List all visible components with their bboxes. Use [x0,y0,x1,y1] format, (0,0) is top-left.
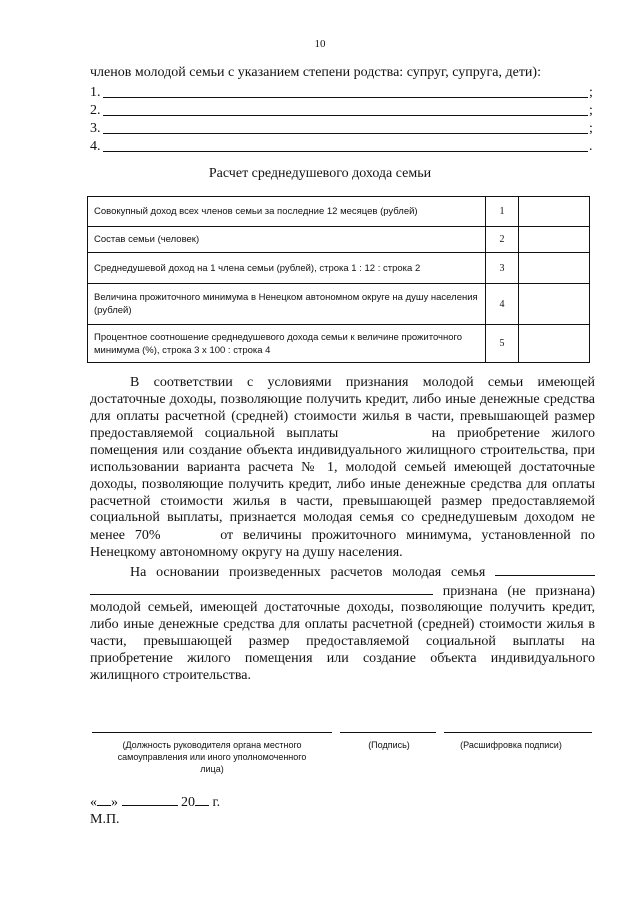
paragraph-text: на приобретение жилого помещения или создание объекта индивидуального жилищного строительства, при использовании варианта расчета № 1, молодой семьей имеющей достаточные доходы, позволяющие получить кредит, либо иные денежные средства для оплаты расчетной стоимости жилья в части, превышающей размер предоставляемой социальной выплаты, признается молодая семья со среднедушевым доходом не менее 70% [90,426,596,544]
date-year: 20 [181,795,195,810]
row-value-cell[interactable] [519,197,590,227]
date-line [90,793,220,811]
signature-line[interactable] [340,732,436,733]
page-number: 10 [314,38,326,50]
member-number: 1. [90,85,101,100]
member-number: 3. [90,121,101,136]
row-label: Среднедушевой доход на 1 члена семьи (рублей), строка 1 : 12 : строка 2 [88,253,486,284]
table-row [88,197,590,227]
date-close-quote: » [111,795,118,810]
table-row [88,284,590,325]
family-name-blank-2[interactable] [90,582,433,595]
paragraph-text: от величины прожиточного минимума, установленной по Ненецкому автономному округу на душу населения. [90,528,596,560]
position-caption: (Должность руководителя органа местного самоуправления или иного уполномоченного лица) [117,740,307,774]
member-end: ; [589,85,593,100]
member-fill-line[interactable] [103,132,589,134]
row-number: 4 [486,284,519,325]
members-list [90,83,595,155]
row-number: 1 [486,197,519,227]
row-number: 2 [486,227,519,253]
member-end: . [589,139,593,154]
year-blank[interactable] [195,793,209,806]
row-label: Процентное соотношение среднедушевого дохода семьи к величине прожиточного минимума (%), строка 3 х 100 : строка 4 [88,325,486,363]
table-row [88,227,590,253]
row-value-cell[interactable] [519,253,590,284]
signature-caption: (Подпись) [368,740,410,750]
section-title: Расчет среднедушевого дохода семьи [208,166,432,181]
day-blank[interactable] [97,793,111,806]
member-row [90,101,595,119]
paragraph-conclusion [90,563,595,685]
member-number: 2. [90,103,101,118]
body-text [90,375,595,684]
family-name-blank[interactable] [495,563,595,576]
paragraph-conditions [90,375,595,562]
member-end: ; [589,103,593,118]
row-label: Состав семьи (человек) [88,227,486,253]
member-number: 4. [90,139,101,154]
row-value-cell[interactable] [519,284,590,325]
signature-lines [92,732,592,733]
row-number: 3 [486,253,519,284]
position-line[interactable] [92,732,332,733]
month-blank[interactable] [122,793,178,806]
fill-blank[interactable] [170,527,210,539]
intro-line: членов молодой семьи с указанием степени родства: супруг, супруга, дети): [90,65,541,80]
member-row [90,119,595,137]
decoding-line[interactable] [444,732,592,733]
date-open-quote: « [90,795,97,810]
member-fill-line[interactable] [103,96,589,98]
row-value-cell[interactable] [519,227,590,253]
member-row [90,137,595,155]
member-fill-line[interactable] [103,150,589,152]
decoding-caption: (Расшифровка подписи) [460,740,562,750]
stamp-place: М.П. [90,812,120,827]
paragraph-text: В соответствии с условиями признания молодой семьи имеющей достаточные доходы, позволяющие получить кредит, либо иные денежные средства для оплаты расчетной (средней) стоимости жилья в части, превышающей размер предоставляемой социальной выплаты [90,375,595,442]
row-label: Величина прожиточного минимума в Ненецком автономном округе на душу населения (рублей) [88,284,486,325]
table-row [88,253,590,284]
date-suffix: г. [212,795,221,810]
row-label: Совокупный доход всех членов семьи за последние 12 месяцев (рублей) [88,197,486,227]
income-calculation-table [87,196,590,363]
paragraph-text: признана (не признана) молодой семьей, имеющей достаточные доходы, позволяющие получить кредит, либо иные денежные средства для оплаты расчетной (средней) стоимости жилья в части, превышающей размер предоставляемой социальной выплаты на приобретение жилого помещения или создание объекта индивидуального жилищного строительства. [90,583,595,683]
row-value-cell[interactable] [519,325,590,363]
member-end: ; [589,121,593,136]
paragraph-text: На основании произведенных расчетов молодая семья [130,564,486,580]
fill-blank[interactable] [350,425,420,437]
table-row [88,325,590,363]
row-number: 5 [486,325,519,363]
member-fill-line[interactable] [103,114,589,116]
member-row [90,83,595,101]
